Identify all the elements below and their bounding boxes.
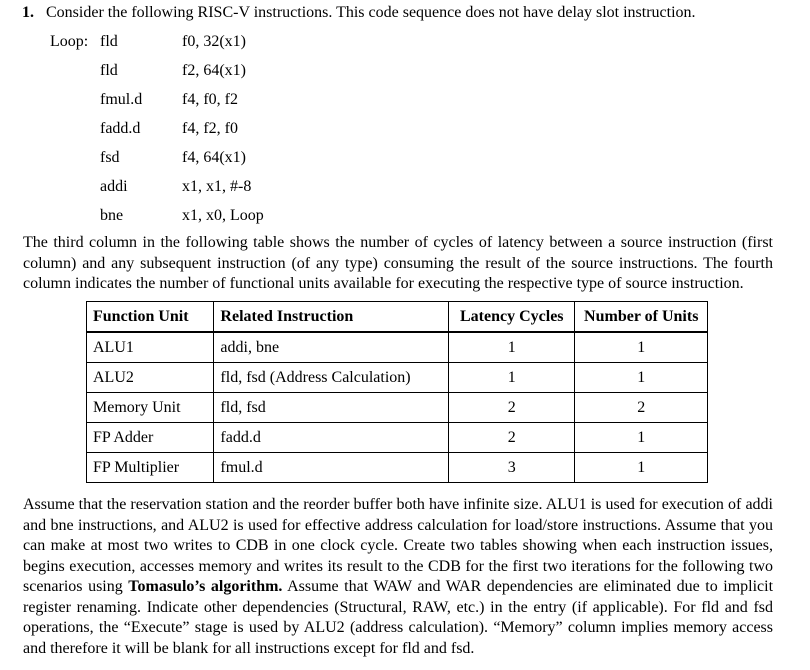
intro-paragraph: The third column in the following table shows the number of cycles of latency between a source instruction (first column) and any subsequent instruction (of any type) consuming the result of the source instructions. The fourth column indicates the number of functional units available for executing the respective type of source instruction. bbox=[23, 234, 773, 292]
cell-number-of-units: 1 bbox=[575, 363, 708, 393]
code-operands: f4, f2, f0 bbox=[182, 120, 238, 137]
cell-latency-cycles: 1 bbox=[449, 332, 575, 363]
code-line bbox=[0, 31, 810, 53]
cell-function-unit: ALU2 bbox=[87, 363, 214, 393]
code-line bbox=[0, 60, 810, 82]
cell-latency-cycles: 3 bbox=[449, 453, 575, 483]
cell-number-of-units: 1 bbox=[575, 453, 708, 483]
table-row bbox=[87, 363, 708, 393]
cell-latency-cycles: 1 bbox=[449, 363, 575, 393]
cell-related-instruction: fld, fsd (Address Calculation) bbox=[214, 363, 449, 393]
question-text: Consider the following RISC-V instructions. This code sequence does not have delay slot instruction. bbox=[46, 4, 696, 21]
code-line bbox=[0, 176, 810, 198]
code-operands: f2, 64(x1) bbox=[182, 62, 246, 79]
code-line bbox=[0, 205, 810, 227]
final-paragraph-text-2: Assume that WAW and WAR dependencies are eliminated due to implicit register renaming. Indicate other dependencies (Structural, RAW, etc.) in the entry (if applicable). For fld and fsd operations, the “Execute” stage is used by ALU2 (address calculation). “Memory” column implies memory access and therefore it will be blank for all instructions except for fld and fsd. bbox=[23, 578, 774, 657]
cell-function-unit: Memory Unit bbox=[87, 393, 214, 423]
cell-related-instruction: fld, fsd bbox=[214, 393, 449, 423]
code-line bbox=[0, 118, 810, 140]
cell-function-unit: ALU1 bbox=[87, 332, 214, 363]
code-opcode: fmul.d bbox=[100, 91, 143, 108]
question-number: 1. bbox=[22, 4, 34, 21]
final-paragraph bbox=[23, 495, 773, 659]
cell-latency-cycles: 2 bbox=[449, 423, 575, 453]
cell-related-instruction: fmul.d bbox=[214, 453, 449, 483]
header-number-of-units: Number of Units bbox=[575, 302, 708, 333]
code-operands: x1, x0, Loop bbox=[182, 207, 264, 224]
table-row bbox=[87, 332, 708, 363]
code-opcode: fsd bbox=[100, 149, 120, 166]
table-row bbox=[87, 393, 708, 423]
cell-related-instruction: fadd.d bbox=[214, 423, 449, 453]
code-line bbox=[0, 89, 810, 111]
cell-function-unit: FP Multiplier bbox=[87, 453, 214, 483]
code-opcode: fld bbox=[100, 62, 118, 79]
functional-units-table bbox=[86, 301, 708, 483]
code-opcode: addi bbox=[100, 178, 128, 195]
code-operands: f0, 32(x1) bbox=[182, 33, 246, 50]
code-opcode: fadd.d bbox=[100, 120, 141, 137]
cell-number-of-units: 2 bbox=[575, 393, 708, 423]
code-operands: f4, 64(x1) bbox=[182, 149, 246, 166]
code-line bbox=[0, 147, 810, 169]
header-latency-cycles: Latency Cycles bbox=[449, 302, 575, 333]
code-operands: x1, x1, #-8 bbox=[182, 178, 252, 195]
cell-number-of-units: 1 bbox=[575, 423, 708, 453]
code-operands: f4, f0, f2 bbox=[182, 91, 238, 108]
algorithm-name: Tomasulo’s algorithm. bbox=[128, 578, 283, 595]
final-paragraph-text-1: Assume that the reservation station and the reorder buffer both have infinite size. ALU1 is used for execution of addi and bne instructions, and ALU2 is used for effective address calculation for load/store instructions. Assume that you can make at most two writes to CDB in one clock cycle. Create two tables showing when each instruction issues, begins execution, accesses memory and writes its result to the CDB for the first two iterations for the following two scenarios using bbox=[23, 496, 773, 595]
table-header-row bbox=[87, 302, 708, 333]
code-opcode: bne bbox=[100, 207, 124, 224]
table-row bbox=[87, 423, 708, 453]
header-function-unit: Function Unit bbox=[87, 302, 214, 333]
table-row bbox=[87, 453, 708, 483]
cell-related-instruction: addi, bne bbox=[214, 332, 449, 363]
cell-latency-cycles: 2 bbox=[449, 393, 575, 423]
cell-function-unit: FP Adder bbox=[87, 423, 214, 453]
cell-number-of-units: 1 bbox=[575, 332, 708, 363]
code-opcode: fld bbox=[100, 33, 118, 50]
question-heading bbox=[22, 3, 696, 23]
code-label: Loop: bbox=[50, 33, 89, 50]
header-related-instruction: Related Instruction bbox=[214, 302, 449, 333]
